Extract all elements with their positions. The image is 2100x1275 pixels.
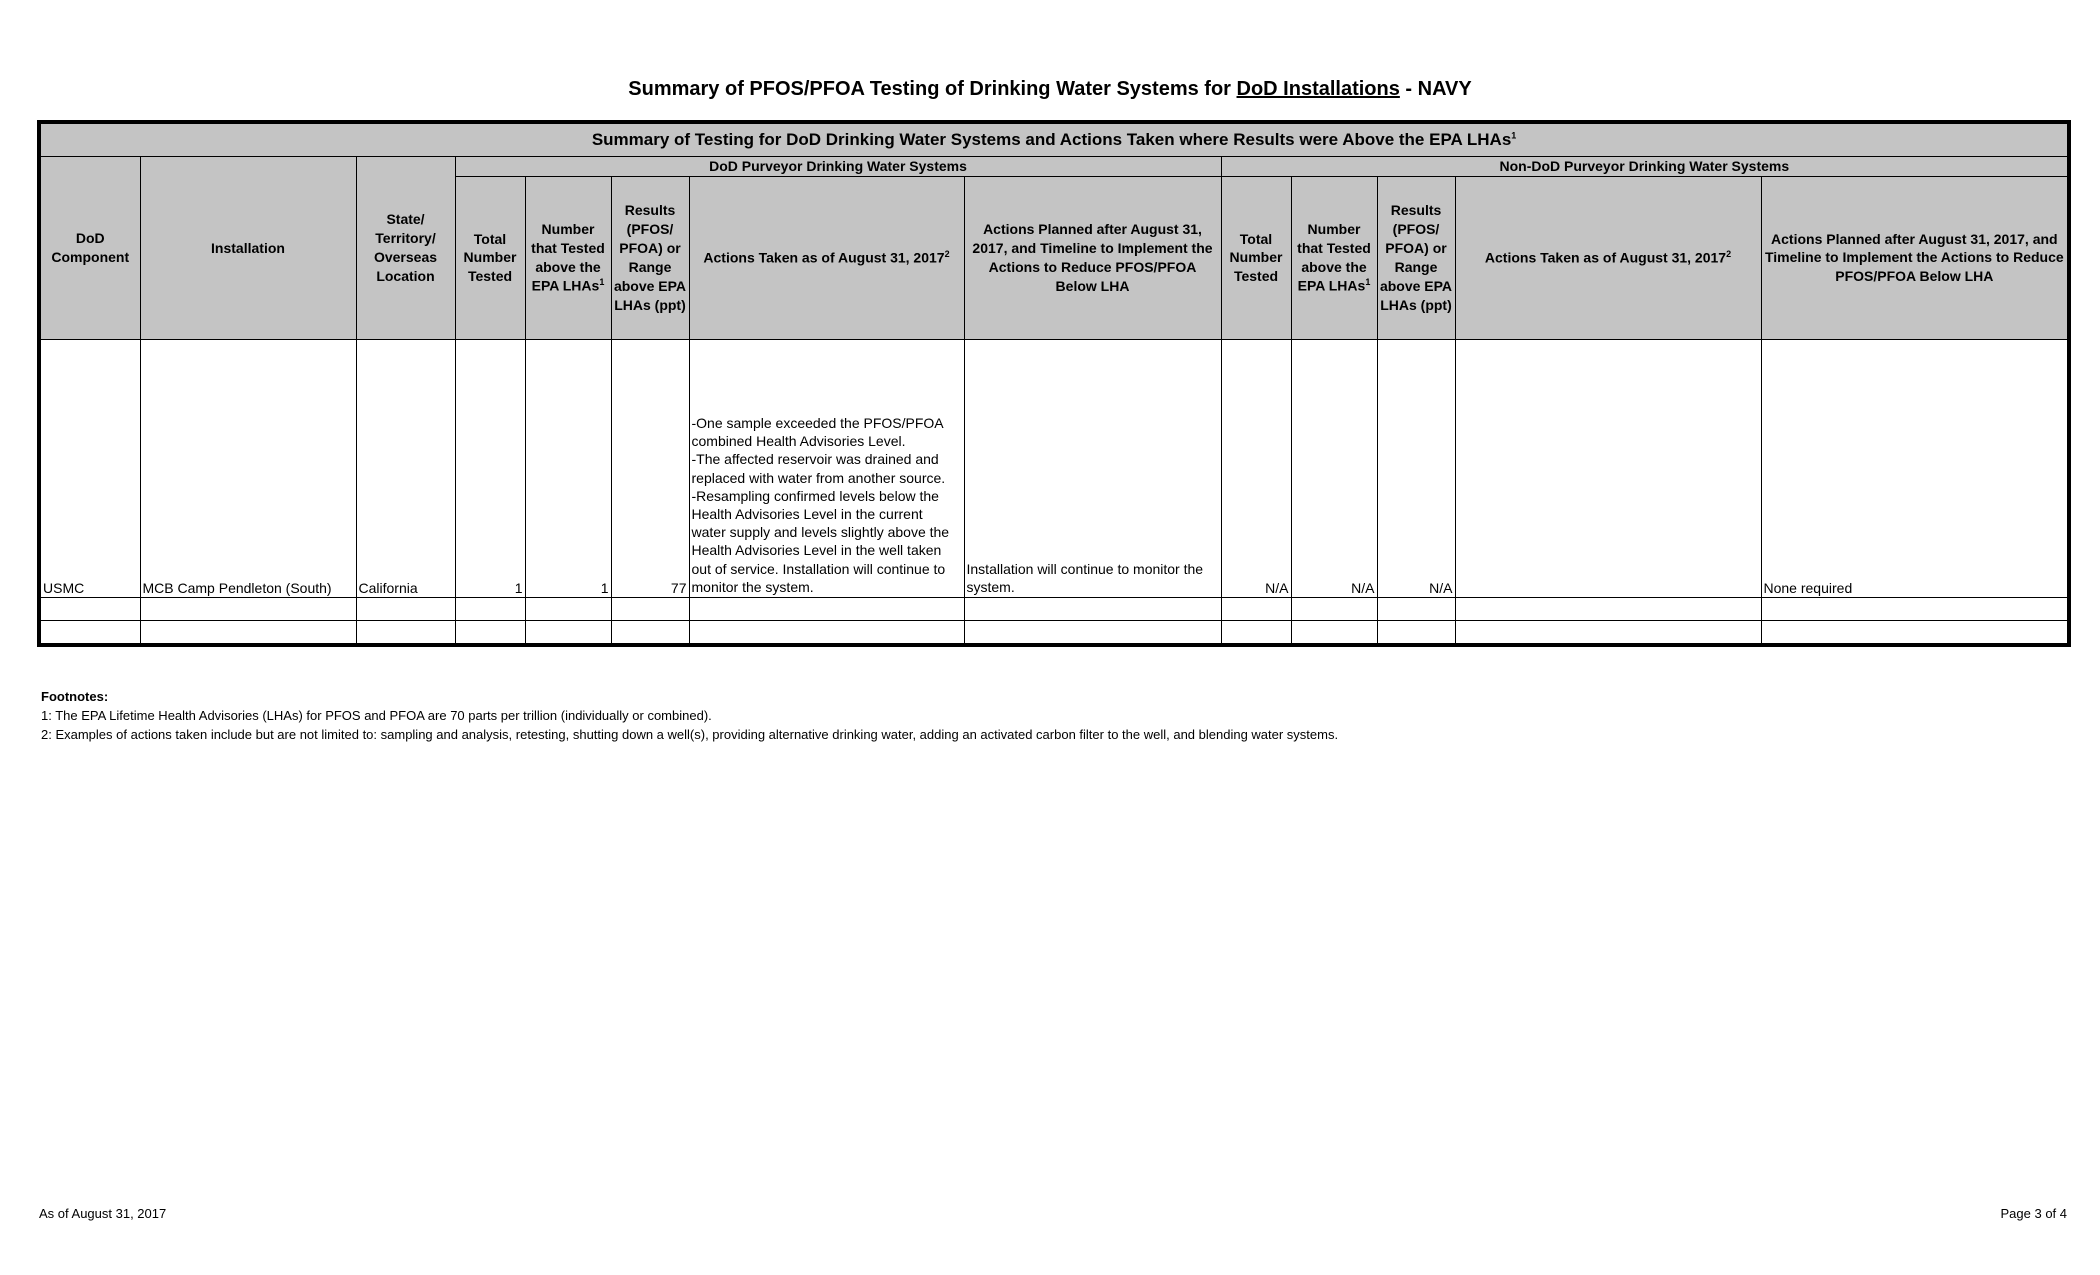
- actions-taken-line: -The affected reservoir was drained and: [691, 451, 939, 468]
- empty-cell: [356, 620, 455, 645]
- actions-taken-line: monitor the system.: [691, 578, 814, 595]
- header-dod-component: DoD Component: [39, 157, 140, 340]
- actions-planned-line: Installation will continue to monitor the: [966, 560, 1204, 577]
- table-banner-sup: 1: [1511, 129, 1517, 140]
- page-title: [0, 78, 2100, 101]
- empty-cell: [964, 620, 1221, 645]
- actions-taken-line: Health Advisories Level in the current: [691, 505, 923, 522]
- title-part-1: Summary of PFOS/PFOA Testing of Drinking Water Systems for: [628, 78, 1237, 100]
- footnotes-heading: Footnotes:: [41, 689, 109, 704]
- empty-cell: [1761, 620, 2069, 645]
- cell-state: California: [356, 339, 455, 597]
- cell-actions-taken: [689, 339, 964, 597]
- title-underlined: DoD Installations: [1236, 78, 1400, 100]
- empty-cell: [964, 597, 1221, 620]
- empty-cell: [689, 597, 964, 620]
- actions-taken-line: Health Advisories Level in the well taken: [691, 542, 942, 559]
- empty-cell: [39, 620, 140, 645]
- cell-nd-total-tested: N/A: [1221, 339, 1291, 597]
- empty-cell: [1377, 597, 1455, 620]
- header-nd-number-above: [1291, 176, 1377, 339]
- empty-cell: [689, 620, 964, 645]
- group-header-dod: DoD Purveyor Drinking Water Systems: [455, 157, 1221, 177]
- header-nd-actions-taken-text: Actions Taken as of August 31, 2017: [1484, 249, 1727, 266]
- header-state: State/ Territory/ Overseas Location: [356, 157, 455, 340]
- empty-cell: [1455, 597, 1761, 620]
- actions-planned-line: system.: [966, 578, 1015, 595]
- footnotes: [41, 688, 1338, 745]
- cell-actions-planned: [964, 339, 1221, 597]
- empty-cell: [611, 597, 689, 620]
- actions-taken-line: replaced with water from another source.: [691, 469, 946, 486]
- header-nd-results: Results (PFOS/ PFOA) or Range above EPA LHAs (ppt): [1377, 176, 1455, 339]
- empty-cell: [455, 597, 525, 620]
- empty-cell: [1455, 620, 1761, 645]
- cell-total-tested: 1: [455, 339, 525, 597]
- cell-nd-results: N/A: [1377, 339, 1455, 597]
- empty-cell: [611, 620, 689, 645]
- cell-nd-actions-taken: [1455, 339, 1761, 597]
- table-banner: [39, 122, 2069, 157]
- footnote-item: 2: Examples of actions taken include but are not limited to: sampling and analysis, retesting, shutting down a well(s), providing alternative drinking water, adding an activated carbon filter to the well, and blending water systems.: [41, 726, 1339, 742]
- header-total-tested: Total Number Tested: [455, 176, 525, 339]
- footer-page-number: Page 3 of 4: [2000, 1206, 2067, 1221]
- actions-taken-line: -One sample exceeded the PFOS/PFOA: [691, 415, 944, 432]
- empty-cell: [525, 597, 611, 620]
- header-nd-actions-taken-sup: 2: [1726, 249, 1732, 260]
- header-number-above-sup: 1: [599, 277, 605, 288]
- header-nd-actions-planned: Actions Planned after August 31, 2017, and Timeline to Implement the Actions to Reduce PFOS/PFOA Below LHA: [1761, 176, 2069, 339]
- header-number-above: [525, 176, 611, 339]
- actions-taken-line: water supply and levels slightly above the: [691, 524, 950, 541]
- summary-table-container: [37, 120, 2067, 647]
- header-nd-number-above-text: Number that Tested above the EPA LHAs: [1297, 220, 1371, 295]
- empty-cell: [140, 620, 356, 645]
- empty-cell: [1761, 597, 2069, 620]
- group-header-non-dod: Non-DoD Purveyor Drinking Water Systems: [1221, 157, 2069, 177]
- empty-cell: [525, 620, 611, 645]
- empty-cell: [1221, 620, 1291, 645]
- table-row: [39, 339, 2069, 597]
- header-actions-taken: [689, 176, 964, 339]
- cell-nd-actions-planned: None required: [1761, 339, 2069, 597]
- cell-results: 77: [611, 339, 689, 597]
- empty-cell: [455, 620, 525, 645]
- header-actions-planned: Actions Planned after August 31, 2017, and Timeline to Implement the Actions to Reduce PFOS/PFOA Below LHA: [964, 176, 1221, 339]
- cell-installation: MCB Camp Pendleton (South): [140, 339, 356, 597]
- cell-nd-number-above: N/A: [1291, 339, 1377, 597]
- header-actions-taken-text: Actions Taken as of August 31, 2017: [703, 249, 945, 266]
- actions-taken-line: -Resampling confirmed levels below the: [691, 487, 939, 504]
- empty-cell: [1377, 620, 1455, 645]
- actions-taken-line: out of service. Installation will continue to: [691, 560, 946, 577]
- footnote-item: 1: The EPA Lifetime Health Advisories (LHAs) for PFOS and PFOA are 70 parts per trillion (individually or combined).: [41, 707, 712, 723]
- empty-cell: [1221, 597, 1291, 620]
- table-banner-text: Summary of Testing for DoD Drinking Water Systems and Actions Taken where Results were Above the EPA LHAs: [591, 129, 1512, 149]
- cell-component: USMC: [39, 339, 140, 597]
- empty-cell: [1291, 620, 1377, 645]
- title-part-2: - NAVY: [1399, 78, 1472, 100]
- actions-taken-line: combined Health Advisories Level.: [691, 433, 906, 450]
- header-nd-number-above-sup: 1: [1365, 277, 1371, 288]
- empty-cell: [1291, 597, 1377, 620]
- empty-cell: [39, 597, 140, 620]
- footer-as-of-date: As of August 31, 2017: [39, 1206, 167, 1221]
- empty-cell: [356, 597, 455, 620]
- header-installation: Installation: [140, 157, 356, 340]
- cell-number-above: 1: [525, 339, 611, 597]
- header-nd-total-tested: Total Number Tested: [1221, 176, 1291, 339]
- empty-cell: [140, 597, 356, 620]
- header-nd-actions-taken: [1455, 176, 1761, 339]
- empty-row: [39, 597, 2069, 620]
- summary-table: [37, 120, 2071, 647]
- empty-row: [39, 620, 2069, 645]
- header-actions-taken-sup: 2: [944, 249, 950, 260]
- header-number-above-text: Number that Tested above the EPA LHAs: [531, 220, 605, 295]
- header-results: Results (PFOS/ PFOA) or Range above EPA LHAs (ppt): [611, 176, 689, 339]
